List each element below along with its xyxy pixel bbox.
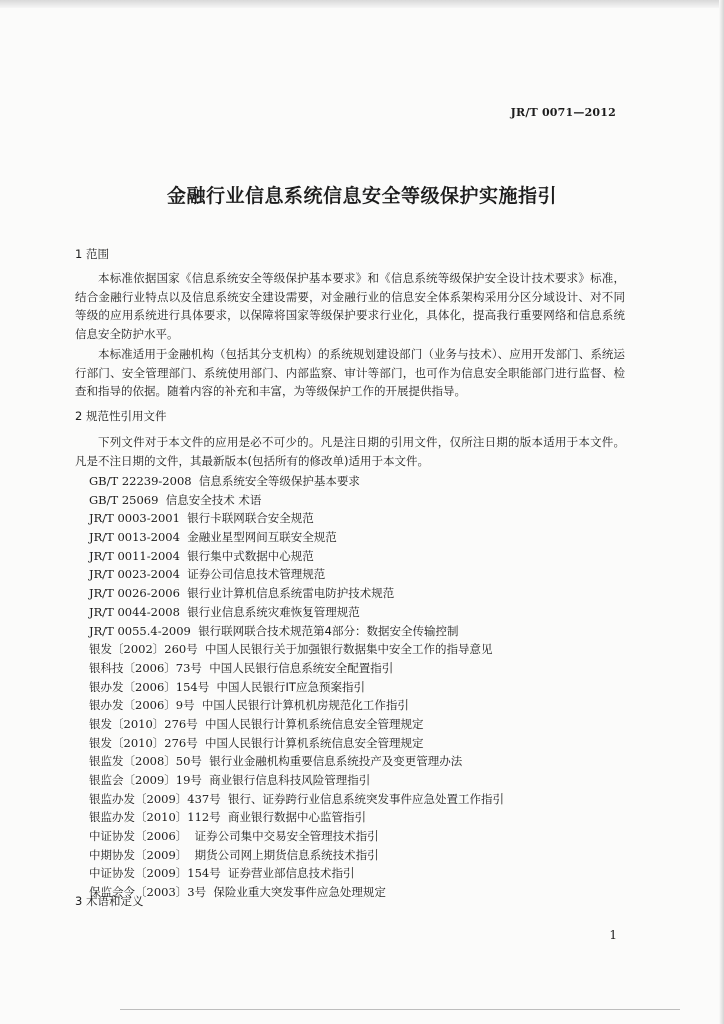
reference-title: 中国人民银行关于加强银行数据集中安全工作的指导意见 (205, 642, 493, 657)
section-2-paragraph-1: 下列文件对于本文件的应用是必不可少的。凡是注日期的引用文件，仅所注日期的版本适用于本文件。凡是不注日期的文件，其最新版本(包括所有的修改单)适用于本文件。 (75, 435, 625, 468)
reference-title: 信息安全技术 术语 (165, 492, 262, 507)
reference-title: 商业银行数据中心监管指引 (228, 810, 367, 825)
reference-item (89, 734, 504, 753)
reference-title: 中国人民银行计算机系统信息安全管理规定 (205, 716, 424, 731)
reference-item (89, 715, 504, 734)
reference-code: JR/T 0003-2001 (89, 511, 180, 526)
reference-code: 中证协发〔2009〕154号 (89, 866, 221, 881)
reference-code: 银办发〔2006〕9号 (89, 698, 195, 713)
reference-code: 银监发〔2008〕50号 (89, 754, 202, 769)
section-2-heading: 2 规范性引用文件 (75, 409, 167, 423)
reference-item (89, 808, 504, 827)
reference-code: JR/T 0055.4-2009 (89, 623, 191, 638)
reference-code: 银办发〔2006〕154号 (89, 679, 210, 694)
section-1-paragraph-2: 本标准适用于金融机构（包括其分支机构）的系统规划建设部门（业务与技术）、应用开发部门、系统运行部门、安全管理部门、系统使用部门、内部监察、审计等部门，也可作为信息安全职能部门进行监督、检查和指导的依据。随着内容的补充和丰富，为等级保护工作的开展提供指导。 (75, 347, 625, 399)
scan-edge-top (0, 0, 724, 8)
reference-item (89, 622, 504, 641)
reference-code: JR/T 0011-2004 (89, 548, 180, 563)
page-number: 1 (609, 928, 617, 942)
reference-title: 期货公司网上期货信息系统技术指引 (194, 847, 379, 862)
section-1-paragraph-1: 本标准依据国家《信息系统安全等级保护基本要求》和《信息系统等级保护安全设计技术要求》标准，结合金融行业特点以及信息系统安全建设需要，对金融行业的信息安全体系架构采用分区分域设计、对不同等级的应用系统进行具体要求，以保障将国家等级保护要求行业化，具体化，提高我行重要网络和信息系统信息安全防护水平。 (75, 271, 625, 342)
reference-code: JR/T 0044-2008 (89, 604, 180, 619)
section-1-heading: 1 范围 (75, 247, 109, 261)
document-title: 金融行业信息系统信息安全等级保护实施指引 (166, 185, 557, 207)
reference-title: 证券营业部信息技术指引 (228, 866, 355, 881)
reference-item (89, 603, 504, 622)
reference-item (89, 790, 504, 809)
reference-code: 银发〔2010〕276号 (89, 716, 198, 731)
reference-code: JR/T 0013-2004 (89, 530, 180, 545)
reference-code: 中期协发〔2009〕 (89, 847, 188, 862)
reference-title: 中国人民银行计算机系统信息安全管理规定 (205, 735, 424, 750)
reference-item (89, 528, 504, 547)
reference-item (89, 846, 504, 865)
reference-code: 银监办发〔2010〕112号 (89, 810, 221, 825)
reference-item (89, 771, 504, 790)
reference-title: 银行业计算机信息系统雷电防护技术规范 (187, 586, 395, 601)
reference-code: JR/T 0023-2004 (89, 567, 180, 582)
reference-code: GB/T 22239-2008 (89, 474, 192, 488)
reference-item (89, 883, 504, 902)
reference-title: 金融业星型网间互联安全规范 (187, 530, 337, 545)
scan-edge-right (719, 0, 724, 1024)
reference-title: 银行业信息系统灾难恢复管理规范 (187, 604, 360, 619)
reference-code: 银监会〔2009〕19号 (89, 773, 202, 787)
reference-code: 银发〔2002〕260号 (89, 642, 198, 657)
reference-title: 银行业金融机构重要信息系统投产及变更管理办法 (209, 754, 463, 769)
reference-title: 中国人民银行信息系统安全配置指引 (209, 660, 394, 675)
reference-code: 中证协发〔2006〕 (89, 829, 188, 844)
reference-item (89, 678, 504, 697)
reference-title: 证券公司集中交易安全管理技术指引 (194, 829, 379, 844)
reference-item (89, 640, 504, 659)
reference-code: 保监会令〔2003〕3号 (89, 885, 207, 900)
reference-title: 银行、证券跨行业信息系统突发事件应急处置工作指引 (228, 791, 505, 806)
reference-code: 银发〔2010〕276号 (89, 735, 198, 750)
reference-code: GB/T 25069 (89, 492, 159, 507)
reference-item (89, 472, 504, 491)
reference-title: 银行集中式数据中心规范 (187, 548, 314, 563)
reference-list (89, 472, 504, 902)
reference-title: 商业银行信息科技风险管理指引 (209, 773, 371, 787)
scan-edge-bottom (120, 1009, 680, 1010)
reference-item (89, 696, 504, 715)
reference-title: 保险业重大突发事件应急处理规定 (213, 885, 386, 900)
reference-title: 中国人民银行IT应急预案指引 (216, 679, 365, 694)
section-3-heading: 3 术语和定义 (75, 894, 144, 908)
reference-title: 证券公司信息技术管理规范 (187, 567, 326, 582)
reference-title: 中国人民银行计算机机房规范化工作指引 (201, 698, 409, 713)
reference-title: 银行卡联网联合安全规范 (187, 511, 314, 526)
reference-code: JR/T 0026-2006 (89, 586, 180, 601)
reference-item (89, 565, 504, 584)
reference-title: 信息系统安全等级保护基本要求 (198, 474, 360, 488)
reference-item (89, 584, 504, 603)
standard-code: JR/T 0071—2012 (510, 106, 616, 119)
reference-item (89, 752, 504, 771)
reference-code: 银监办发〔2009〕437号 (89, 791, 221, 806)
reference-item (89, 509, 504, 528)
reference-item (89, 864, 504, 883)
reference-item (89, 659, 504, 678)
reference-code: 银科技〔2006〕73号 (89, 660, 202, 675)
reference-item (89, 827, 504, 846)
reference-item (89, 547, 504, 566)
reference-title: 银行联网联合技术规范第4部分：数据安全传输控制 (198, 623, 459, 638)
reference-item (89, 491, 504, 510)
